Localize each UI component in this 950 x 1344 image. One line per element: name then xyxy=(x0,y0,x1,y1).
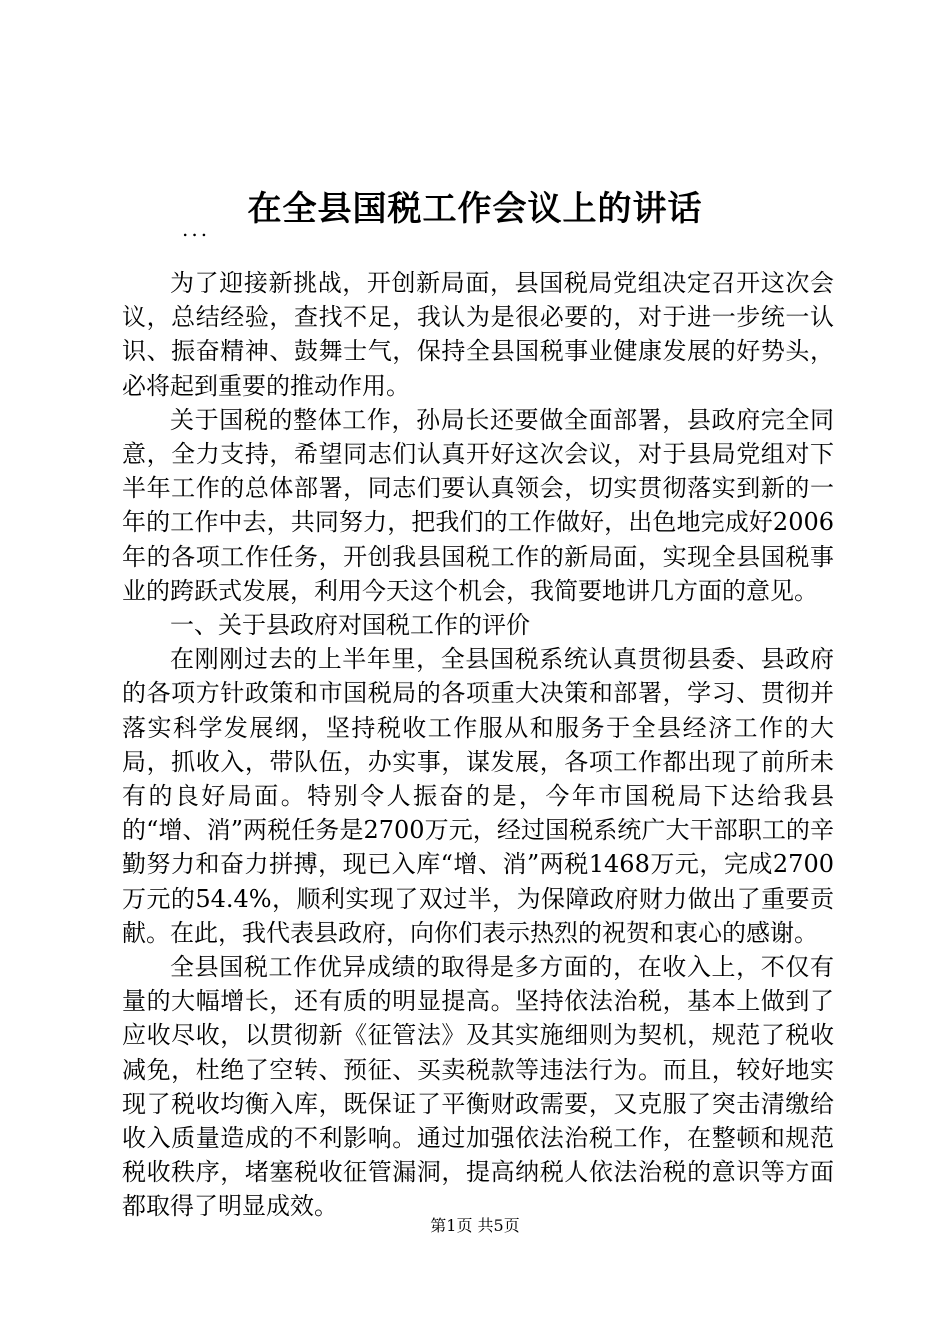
section-heading-1: 一、关于县政府对国税工作的评价 xyxy=(170,611,530,640)
paragraph-3: 在刚刚过去的上半年里，全县国税系统认真贯彻县委、县政府的各项方针政策和市国税局的各项重大决策和部署，学习、贯彻并落实科学发展纲，坚持税收工作服从和服务于全县经济工作的大局，抓收入，带队伍，办实事，谋发展，各项工作都出现了前所未有的良好局面。特别令人振奋的是，今年市国税局下达给我县的“增、消”两税任务是2700万元，经过国税系统广大干部职工的辛勤努力和奋力拼搏，现已入库“增、消”两税1468万元，完成2700万元的54.4%，顺利实现了双过半，为保障政府财力做出了重要贡献。在此，我代表县政府，向你们表示热烈的祝贺和衷心的感谢。 xyxy=(122,645,834,947)
ellipsis-marker: ... xyxy=(182,217,211,241)
document-body xyxy=(122,266,834,1224)
page-number-footer: 第1页 共5页 xyxy=(430,1216,520,1235)
paragraph-1: 为了迎接新挑战，开创新局面，县国税局党组决定召开这次会议，总结经验，查找不足，我认为是很必要的，对于进一步统一认识、振奋精神、鼓舞士气，保持全县国税事业健康发展的好势头，必将起到重要的推动作用。 xyxy=(122,269,834,400)
paragraph-2: 关于国税的整体工作，孙局长还要做全面部署，县政府完全同意，全力支持，希望同志们认真开好这次会议，对于县局党组对下半年工作的总体部署，同志们要认真领会，切实贯彻落实到新的一年的工作中去，共同努力，把我们的工作做好，出色地完成好2006年的各项工作任务，开创我县国税工作的新局面，实现全县国税事业的跨跃式发展，利用今天这个机会，我简要地讲几方面的意见。 xyxy=(122,405,834,605)
document-title: 在全县国税工作会议上的讲话 xyxy=(247,189,703,229)
paragraph-4: 全县国税工作优异成绩的取得是多方面的，在收入上，不仅有量的大幅增长，还有质的明显提高。坚持依法治税，基本上做到了应收尽收，以贯彻新《征管法》及其实施细则为契机，规范了税收减免，杜绝了空转、预征、买卖税款等违法行为。而且，较好地实现了税收均衡入库，既保证了平衡财政需要，又克服了突击清缴给收入质量造成的不利影响。通过加强依法治税工作，在整顿和规范税收秩序，堵塞税收征管漏洞，提高纳税人依法治税的意识等方面都取得了明显成效。 xyxy=(122,953,834,1221)
